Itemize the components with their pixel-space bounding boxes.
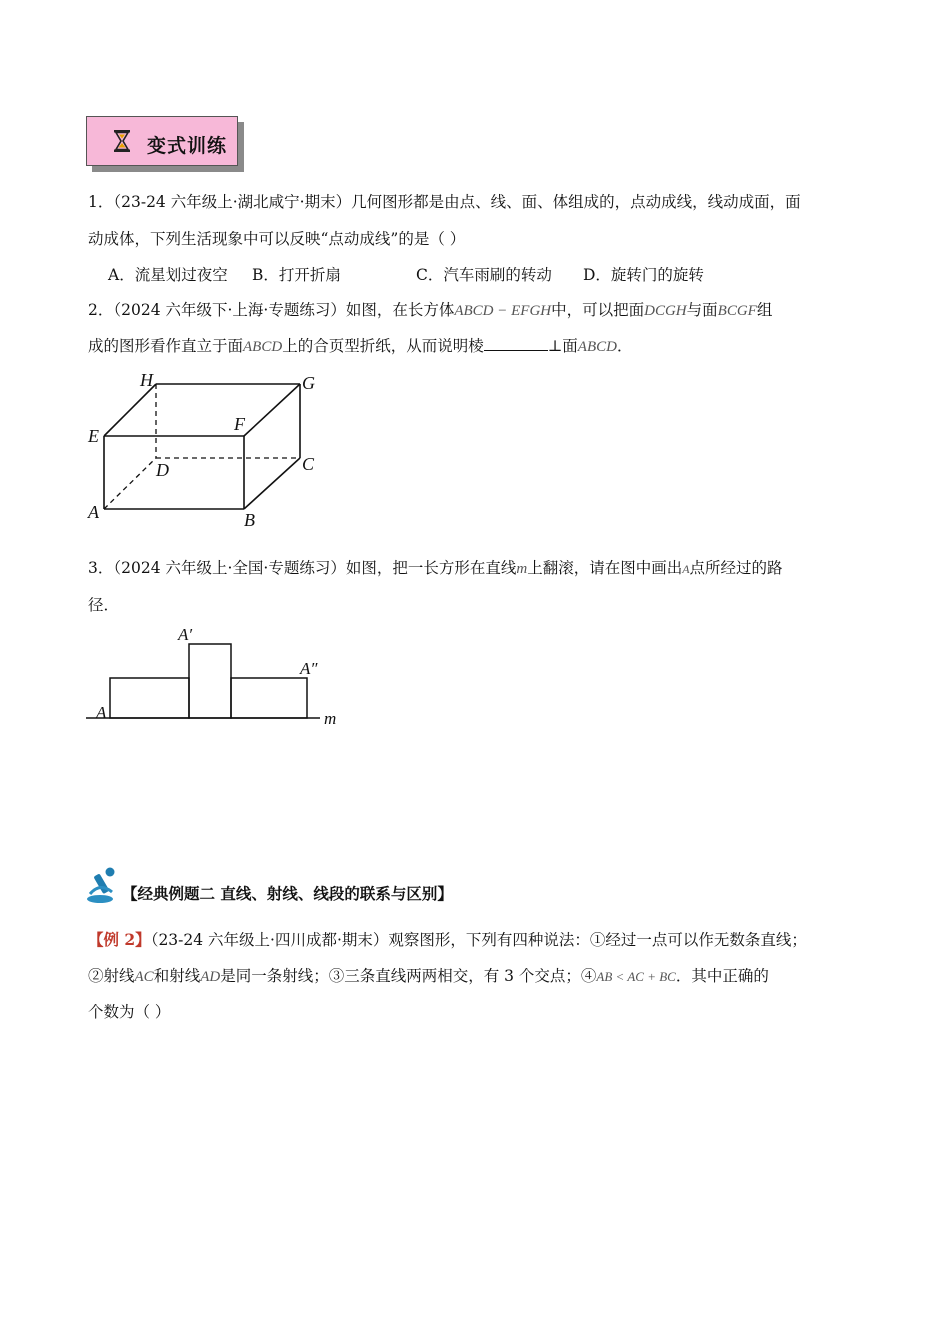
q2-text: 与面 <box>686 301 718 319</box>
q2-math-cuboid: ABCD − EFGH <box>454 303 552 319</box>
label-h: H <box>140 370 153 390</box>
q3-math-a: A <box>682 562 690 576</box>
q2-line-1 <box>88 300 772 321</box>
ex2-line-1 <box>88 930 807 950</box>
ex2-text: ．其中正确的 <box>675 967 769 985</box>
q2-text: 上的合页型折纸，从而说明棱 <box>282 337 484 355</box>
cuboid-figure <box>80 366 340 531</box>
label-d: D <box>156 460 169 480</box>
label-c: C <box>302 454 315 474</box>
q3-text: 点所经过的路 <box>689 559 783 577</box>
label-a-prime: A′ <box>178 625 193 644</box>
example-heading: 【经典例题二 直线、射线、线段的联系与区别】 <box>122 885 453 903</box>
q1-line-1: 1．（23-24 六年级上·湖北咸宁·期末）几何图形都是由点、线、面、体组成的，点动成线，线动成面，面 <box>88 193 801 211</box>
q2-math-face1: DCGH <box>644 303 687 319</box>
q3-text: 上翻滚，请在图中画出 <box>527 559 683 577</box>
q2-math-base: ABCD <box>243 339 283 355</box>
label-e: E <box>88 426 99 446</box>
ex2-math-inequality: AB < AC + BC <box>596 969 676 984</box>
label-g: G <box>302 373 315 393</box>
q3-math-m: m <box>516 561 528 577</box>
q3-line-2: 径． <box>88 596 120 614</box>
q2-text: 成的图形看作直立于面 <box>88 337 244 355</box>
q3-text: 3．（2024 六年级上·全国·专题练习）如图，把一长方形在直线 <box>88 559 517 577</box>
rolling-rectangle-figure <box>84 622 354 732</box>
label-a: A <box>96 703 107 722</box>
section-title: 变式训练 <box>147 135 228 157</box>
label-b: B <box>244 510 255 530</box>
q1-option-c: C．汽车雨刷的转动 <box>416 266 552 284</box>
q1-option-a: A．流星划过夜空 <box>108 266 228 284</box>
answer-blank[interactable] <box>484 336 548 351</box>
section-banner <box>86 116 246 174</box>
q3-line-1 <box>88 558 783 579</box>
q1-option-d: D．旋转门的旋转 <box>583 266 704 284</box>
ex2-text: 和射线 <box>153 967 201 985</box>
q2-math-base2: ABCD <box>577 339 617 355</box>
label-a: A <box>88 502 99 522</box>
q1-line-2: 动成体，下列生活现象中可以反映“点动成线”的是（ ） <box>88 230 466 248</box>
q2-text: 组 <box>756 301 773 319</box>
q2-math-face2: BCGF <box>717 303 757 319</box>
label-m: m <box>324 709 337 728</box>
ex2-text: ②射线 <box>88 967 135 985</box>
microscope-icon <box>86 866 122 904</box>
q2-text: 2．（2024 六年级下·上海·专题练习）如图，在长方体 <box>88 301 455 319</box>
ex2-math-ac: AC <box>134 969 154 985</box>
q2-text: ． <box>616 337 633 355</box>
example-label: 【例 2】 <box>88 930 151 949</box>
q1-option-b: B．打开折扇 <box>252 266 341 284</box>
ex2-line-2 <box>88 966 769 987</box>
label-f: F <box>234 414 245 434</box>
ex2-line-3: 个数为（ ） <box>88 1003 171 1021</box>
q2-line-2 <box>88 336 632 357</box>
label-a-double-prime: A″ <box>300 659 318 678</box>
ex2-math-ad: AD <box>200 969 221 985</box>
q2-text: ⊥面 <box>547 337 578 355</box>
ex2-text: （23-24 六年级上·四川成都·期末）观察图形，下列有四种说法：①经过一点可以作无数条直线； <box>150 931 807 949</box>
q2-text: 中，可以把面 <box>551 301 645 319</box>
hourglass-icon <box>113 130 131 152</box>
banner-box <box>86 116 238 166</box>
ex2-text: 是同一条射线；③三条直线两两相交，有 3 个交点；④ <box>220 967 597 985</box>
